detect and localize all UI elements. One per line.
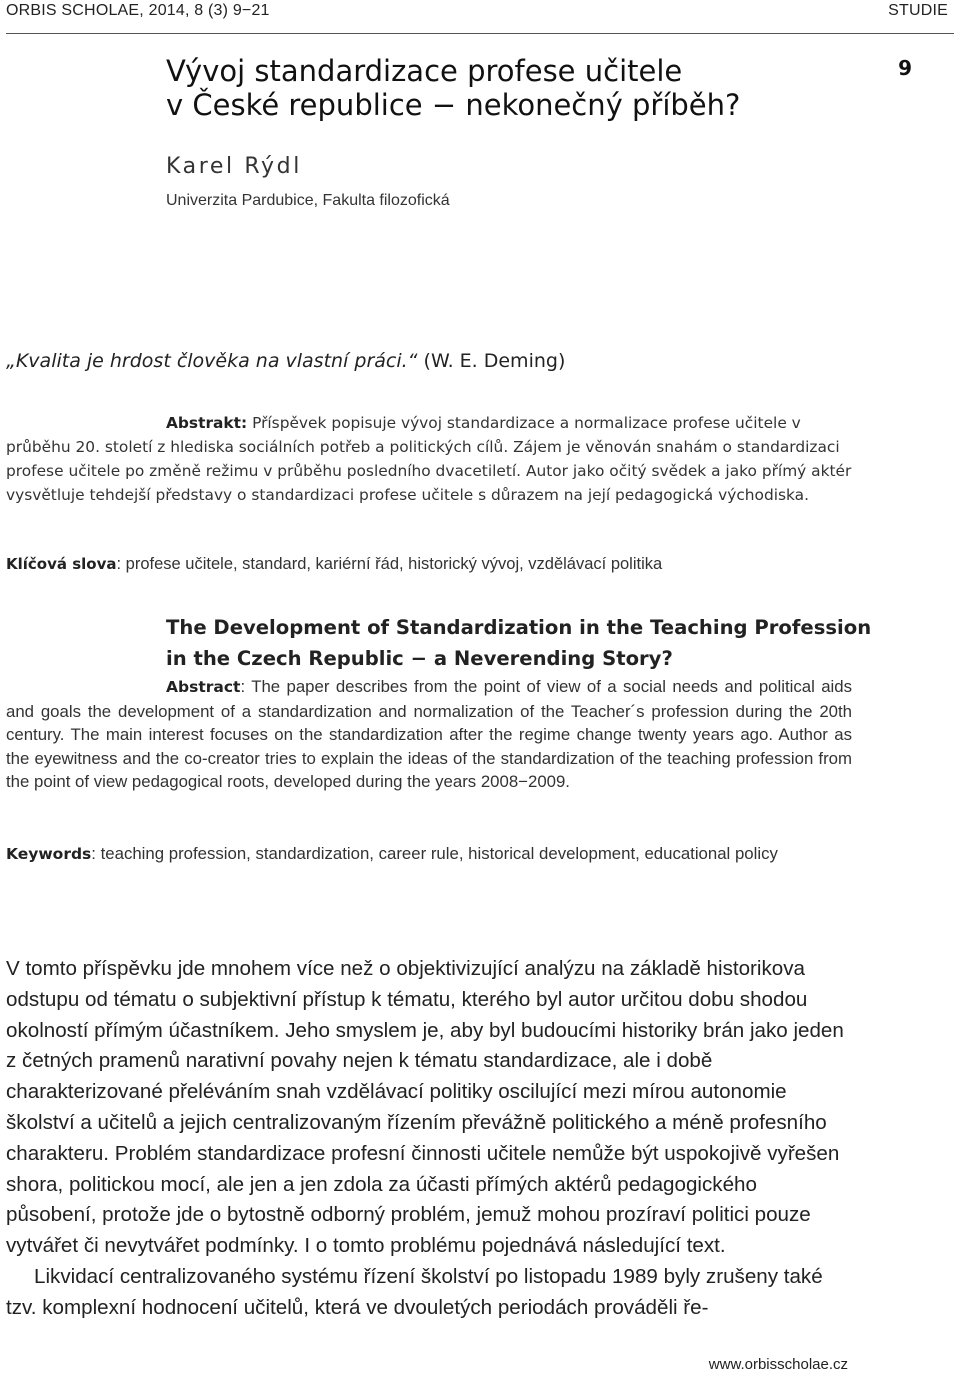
article-title: [166, 54, 886, 122]
article-title-line-2: v České republice − nekonečný příběh?: [166, 88, 741, 122]
epigraph-attribution: (W. E. Deming): [417, 350, 566, 372]
footer-website: www.orbisscholae.cz: [708, 1356, 848, 1373]
header-divider: [6, 33, 954, 34]
epigraph: [6, 350, 565, 372]
english-title: [166, 612, 886, 674]
body-paragraph-1: V tomto příspěvku jde mnohem více než o objektivizující analýzu na základě historikova odstupu od tématu o subjektivní přístup k tématu, kterého byl autor určitou dobu shodou okolností přímým účastníkem. Jeho smyslem je, aby byl budoucími historiky brán jako jeden z četných pramenů narativní povahy nejen k tématu standardizace, ale i době charakterizované přeléváním snah vzdělávací politiky oscilující mezi mírou autonomie školství a učitelů a jejich centralizovaným řízením převážně politického a méně profesního charakteru. Problém standardizace profesní činnosti učitele nemůže být uspokojivě vyřešen shora, politickou mocí, ale jen a jen zdola za účasti přímých aktérů pedagogického působení, protože jde o bytostně odborný problém, jemuž mohou prozíraví politici pouze vytvářet či nevytvářet podmínky. I o tomto problému pojednává následující text.: [6, 957, 844, 1258]
abstract-english-label: Abstract: [166, 678, 241, 696]
epigraph-quote: „Kvalita je hrdost člověka na vlastní práci.“: [6, 350, 418, 372]
english-title-line-1: The Development of Standardization in the Teaching Profession: [166, 616, 872, 639]
author-name: Karel Rýdl: [166, 154, 302, 179]
abstract-czech-label: Abstrakt:: [166, 414, 248, 432]
keywords-english-label: Keywords: [6, 845, 92, 863]
page-number: 9: [898, 56, 912, 80]
keywords-english: [6, 842, 852, 867]
abstract-english-text: : The paper describes from the point of view of a social needs and political aids and goals the development of a standardization and normalization of the Teacher´s profession during the 20th century. The main interest focuses on the standardization after the regime change twenty years ago. Author as the eyewitness and the co-creator tries to explain the ideas of the standardization of the teaching profession from the point of view pedagogical roots, developed during the years 2008−2009.: [6, 677, 852, 792]
english-title-line-2: in the Czech Republic − a Neverending Story?: [166, 647, 673, 670]
author-affiliation: Univerzita Pardubice, Fakulta filozofická: [166, 192, 450, 209]
section-label: STUDIE: [888, 2, 948, 19]
article-title-line-1: Vývoj standardizace profese učitele: [166, 54, 683, 88]
abstract-english: [6, 675, 852, 794]
body-paragraph-2: Likvidací centralizovaného systému řízení školství po listopadu 1989 byly zrušeny také tzv. komplexní hodnocení učitelů, která ve dvouletých periodách prováděli ře-: [6, 1264, 823, 1319]
running-head: [6, 2, 950, 24]
abstract-czech-text: Příspěvek popisuje vývoj standardizace a normalizace profese učitele v průběhu 20. století z hlediska sociálních potřeb a politických cílů. Zájem je věnován snahám o standardizaci profese učitele po změně režimu v průběhu posledního dvacetiletí. Autor jako očitý svědek a jako přímý aktér vysvětluje tehdejší představy o standardizaci profese učitele s důrazem na její pedagogická východiska.: [6, 414, 852, 504]
journal-citation: ORBIS SCHOLAE, 2014, 8 (3) 9−21: [6, 2, 270, 19]
keywords-czech-text: : profese učitele, standard, kariérní řád, historický vývoj, vzdělávací politika: [116, 555, 663, 573]
keywords-czech-label: Klíčová slova: [6, 555, 117, 573]
abstract-czech: [6, 411, 856, 507]
keywords-english-text: : teaching profession, standardization, career rule, historical development, educational policy: [91, 844, 778, 863]
article-body: [6, 954, 850, 1324]
keywords-czech: [6, 555, 906, 574]
